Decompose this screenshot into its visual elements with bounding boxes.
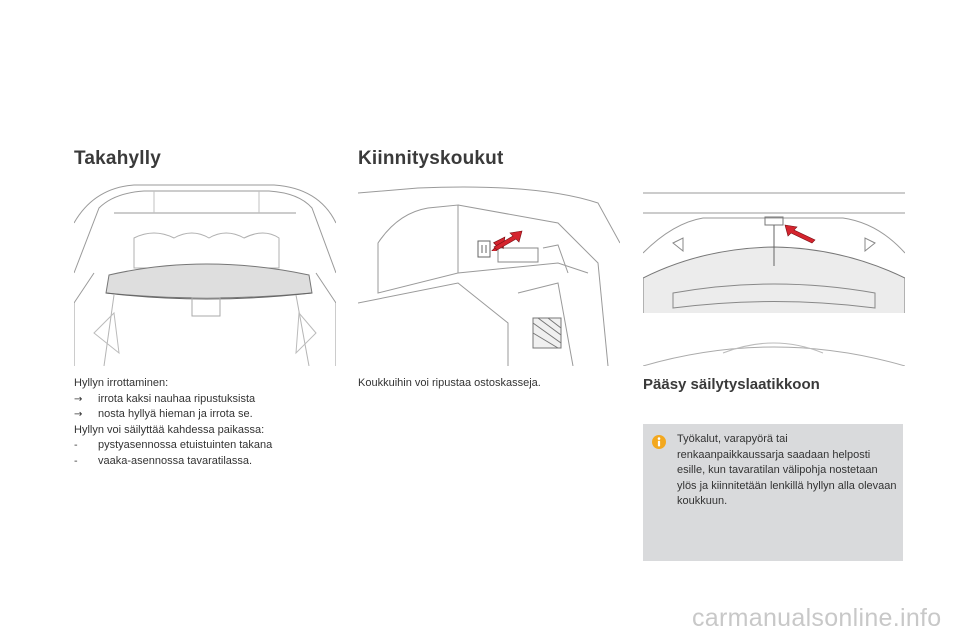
- dash-bullet: -: [74, 455, 78, 467]
- arrow-icon: [486, 227, 526, 251]
- list-item: [74, 407, 344, 423]
- storage-access-illustration: [643, 183, 905, 366]
- info-text: Työkalut, varapyörä tai renkaanpaikkaussarja saadaan helposti esille, kun tavaratilan välipohja nostetaan ylös ja kiinnitetään lenkillä hyllyn alla olevaan koukkuun.: [677, 433, 897, 507]
- info-box: [643, 424, 903, 561]
- arrow-bullet-icon: →: [74, 409, 83, 420]
- removal-intro: Hyllyn irrottaminen:: [74, 377, 169, 389]
- list-item: [74, 454, 344, 470]
- option-text: pystyasennossa etuistuinten takana: [98, 439, 273, 451]
- info-icon: [652, 435, 666, 449]
- storage-access-title: Pääsy säilytyslaatikkoon: [643, 376, 820, 393]
- hooks-illustration: [358, 183, 620, 366]
- rear-shelf-title: Takahylly: [74, 148, 161, 169]
- option-text: vaaka-asennossa tavaratilassa.: [98, 454, 253, 467]
- step-text: nosta hyllyä hieman ja irrota se.: [98, 408, 253, 420]
- arrow-bullet-icon: →: [74, 393, 83, 405]
- hooks-title: Kiinnityskoukut: [358, 148, 504, 169]
- rear-shelf-illustration: [74, 183, 336, 366]
- dash-bullet: -: [74, 440, 78, 451]
- step-text: irrota kaksi nauhaa ripustuksista: [98, 392, 256, 405]
- watermark: carmanualsonline.info: [692, 604, 942, 632]
- list-item: [74, 438, 344, 454]
- list-item: [74, 392, 344, 408]
- hooks-description: Koukkuihin voi ripustaa ostoskasseja.: [358, 377, 541, 389]
- rear-shelf-instructions: [74, 376, 344, 469]
- storage-intro: Hyllyn voi säilyttää kahdessa paikassa:: [74, 423, 265, 436]
- arrow-icon: [783, 223, 817, 245]
